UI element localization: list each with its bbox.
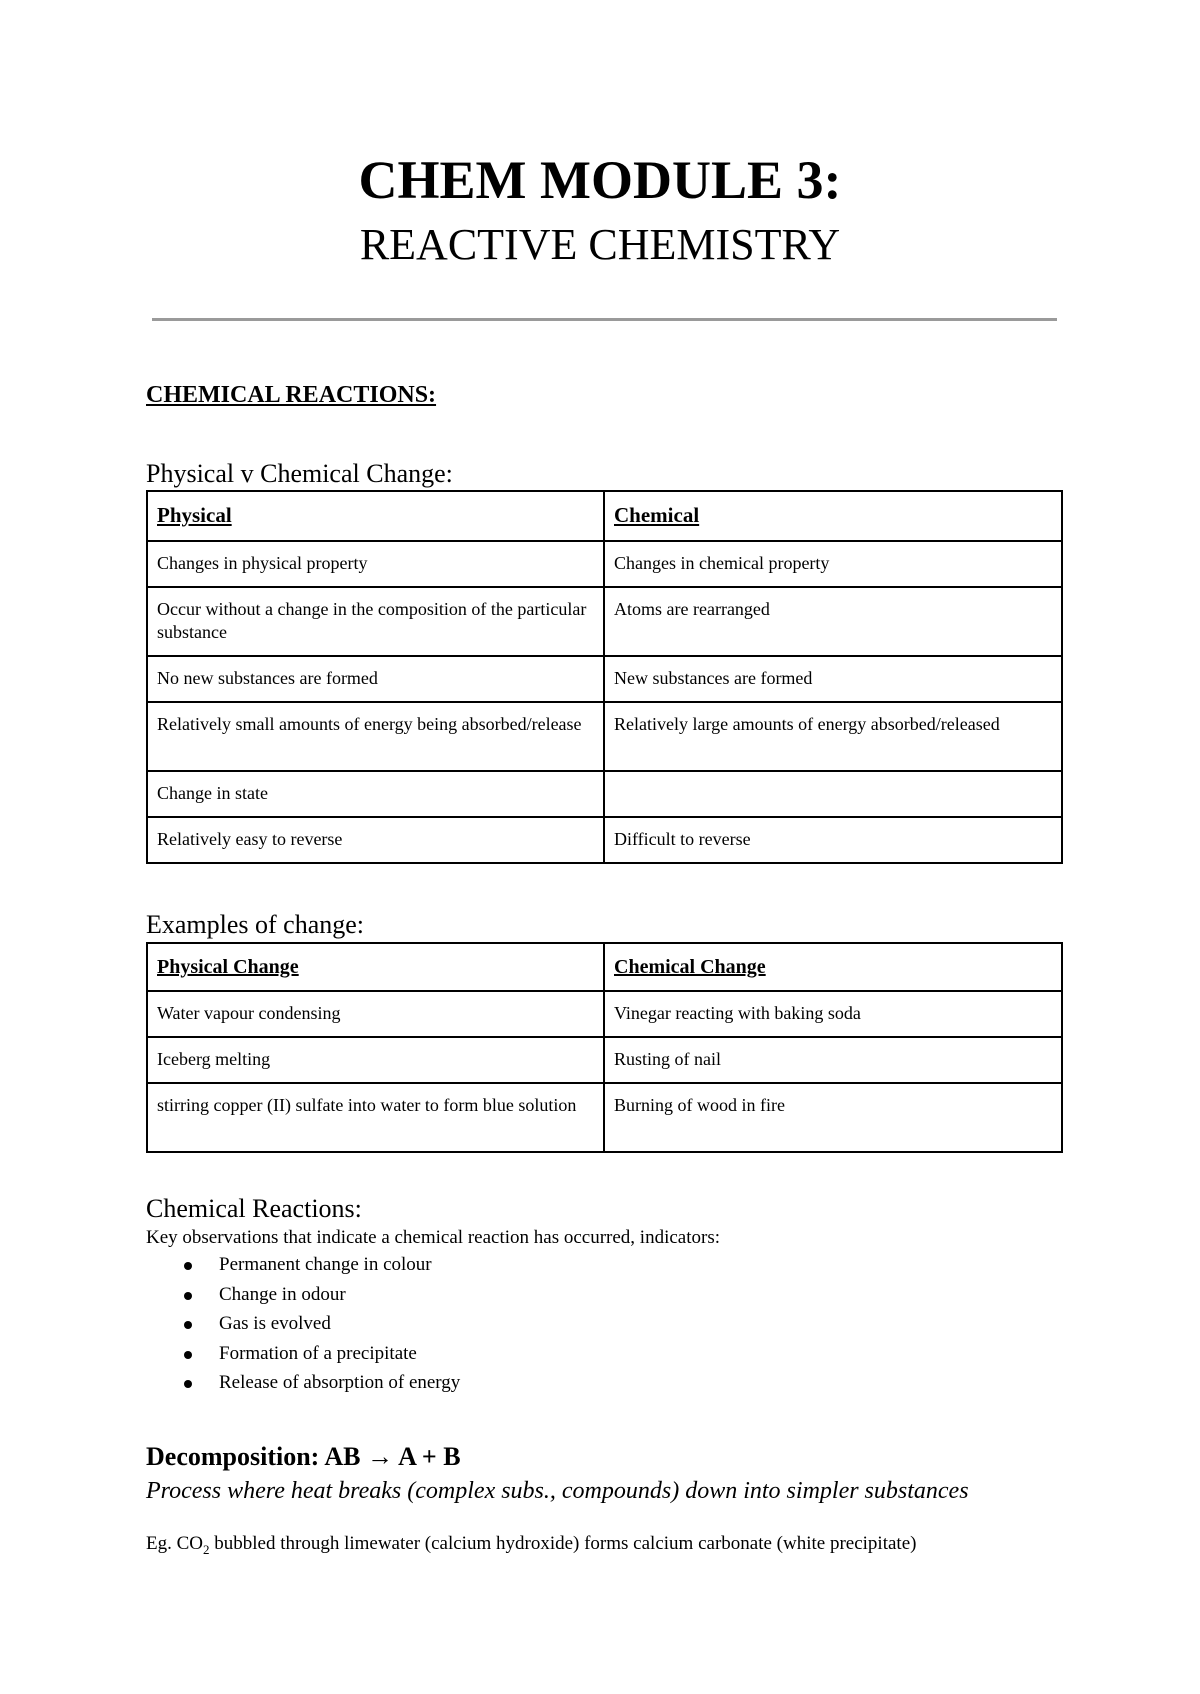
- list-item-text: Release of absorption of energy: [219, 1372, 461, 1393]
- physical-vs-chemical-heading: Physical v Chemical Change:: [146, 459, 453, 488]
- list-item: [146, 1339, 460, 1369]
- list-item-text: Formation of a precipitate: [219, 1342, 417, 1364]
- column-header: Physical Change: [147, 943, 604, 991]
- section-heading: CHEMICAL REACTIONS:: [146, 382, 437, 408]
- column-header: Physical: [147, 491, 604, 541]
- table-cell: Vinegar reacting with baking soda: [604, 991, 1062, 1037]
- table-header-row: [147, 943, 1062, 991]
- list-item-text: Change in odour: [219, 1283, 346, 1305]
- decomposition-equation: AB → A + B: [324, 1442, 461, 1471]
- table-cell: Rusting of nail: [604, 1037, 1062, 1083]
- decomposition-label: Decomposition:: [146, 1442, 325, 1471]
- list-item: [146, 1368, 460, 1398]
- table-row: [147, 991, 1062, 1037]
- chemical-reactions-heading: Chemical Reactions:: [146, 1194, 362, 1223]
- decomposition-definition: Process where heat breaks (complex subs., compounds) down into simpler substances: [146, 1478, 969, 1504]
- table-cell: stirring copper (II) sulfate into water to form blue solution: [147, 1083, 604, 1152]
- column-header: Chemical Change: [604, 943, 1062, 991]
- table-row: [147, 771, 1062, 817]
- table-cell: [604, 771, 1062, 817]
- table-cell: Occur without a change in the composition of the particular substance: [147, 587, 604, 656]
- list-item: [146, 1250, 460, 1280]
- table-cell: Iceberg melting: [147, 1037, 604, 1083]
- bullet-icon: [184, 1262, 192, 1270]
- table-cell: No new substances are formed: [147, 656, 604, 702]
- decomposition-heading: [146, 1441, 461, 1473]
- examples-heading: Examples of change:: [146, 910, 365, 939]
- table-cell: Difficult to reverse: [604, 817, 1062, 863]
- table-row: [147, 587, 1062, 656]
- list-item-text: Permanent change in colour: [219, 1254, 432, 1275]
- example-suffix: bubbled through limewater (calcium hydroxide) forms calcium carbonate (white precipitate): [209, 1533, 917, 1554]
- table-cell: Changes in chemical property: [604, 541, 1062, 587]
- indicator-list: [146, 1250, 460, 1398]
- bullet-icon: [184, 1292, 192, 1300]
- examples-of-change-table: [146, 942, 1063, 1153]
- table-row: [147, 656, 1062, 702]
- table-cell: Relatively small amounts of energy being absorbed/release: [147, 702, 604, 771]
- table-row: [147, 541, 1062, 587]
- page-subtitle: REACTIVE CHEMISTRY: [359, 220, 841, 269]
- physical-vs-chemical-table: [146, 490, 1063, 864]
- table-header-row: [147, 491, 1062, 541]
- table-row: [147, 1037, 1062, 1083]
- page-title: CHEM MODULE 3:: [358, 150, 842, 210]
- bullet-icon: [184, 1351, 192, 1359]
- table-cell: Change in state: [147, 771, 604, 817]
- list-item: [146, 1280, 460, 1310]
- table-cell: Relatively easy to reverse: [147, 817, 604, 863]
- table-row: [147, 1083, 1062, 1152]
- horizontal-divider: [152, 318, 1057, 321]
- bullet-icon: [184, 1321, 192, 1329]
- example-subscript: 2: [203, 1541, 210, 1557]
- table-cell: New substances are formed: [604, 656, 1062, 702]
- indicators-intro: Key observations that indicate a chemical reaction has occurred, indicators:: [146, 1227, 720, 1248]
- example-prefix: Eg. CO: [146, 1533, 203, 1554]
- bullet-icon: [184, 1380, 192, 1388]
- table-cell: Burning of wood in fire: [604, 1083, 1062, 1152]
- table-cell: Relatively large amounts of energy absorbed/released: [604, 702, 1062, 771]
- table-cell: Atoms are rearranged: [604, 587, 1062, 656]
- column-header: Chemical: [604, 491, 1062, 541]
- list-item-text: Gas is evolved: [219, 1313, 331, 1334]
- decomposition-example: [146, 1531, 916, 1563]
- table-row: [147, 817, 1062, 863]
- table-row: [147, 702, 1062, 771]
- table-cell: Changes in physical property: [147, 541, 604, 587]
- list-item: [146, 1309, 460, 1339]
- table-cell: Water vapour condensing: [147, 991, 604, 1037]
